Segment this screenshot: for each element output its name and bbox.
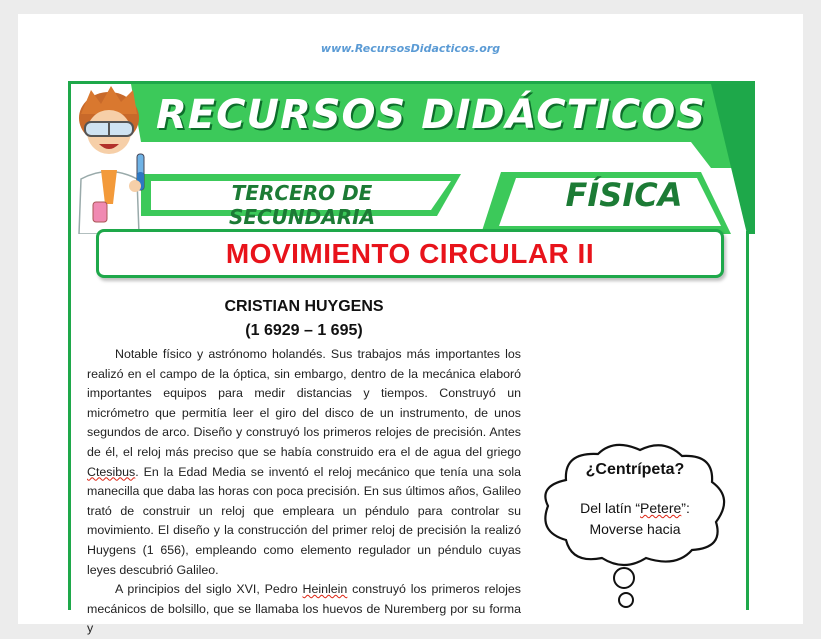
header-banner	[68, 81, 755, 234]
grade-label: TERCERO DE SECUNDARIA	[228, 181, 376, 229]
callout-title: ¿Centrípeta?	[585, 461, 685, 478]
paragraph-1-text-a: Notable físico y astrónomo holandés. Sus trabajos más importantes los realizó en el campo de la óptica, sin embargo, dentro de la mecánica elaboró importantes equipos para medir distancias y tiempos. Construyó un micrómetro que permitía leer el giro del disco de un instrumento, de unos segundos de arco. Diseño y construyó los primeros relojes de precisión. Antes de él, el reloj más preciso que se había construido era el de agua del griego	[87, 347, 521, 459]
scientist-boy-icon	[71, 84, 161, 234]
page-border-left	[68, 231, 71, 610]
name-ctesibus: Ctesibus	[87, 464, 136, 479]
banner-title: RECURSOS DIDÁCTICOS	[155, 92, 706, 138]
topic-title-box	[96, 229, 724, 278]
callout-line-1-a: Del latín “	[580, 500, 641, 516]
callout-line-2: Moverse hacia	[589, 521, 681, 537]
site-url[interactable]: www.RecursosDidacticos.org	[320, 42, 501, 55]
article-body	[87, 345, 521, 639]
article-heading: CRISTIAN HUYGENS	[224, 298, 384, 315]
paragraph-2-text-b: construyó los primeros relojes mecánicos de bolsillo, que se llamaba los huevos de Nuremberg por su forma y	[87, 582, 521, 636]
subject-label: FÍSICA	[565, 176, 683, 214]
paragraph-2-text-a: A principios del siglo XVI, Pedro	[115, 582, 303, 597]
article-years: (1 6929 – 1 695)	[245, 322, 363, 339]
page-border-right	[746, 231, 749, 610]
paragraph-1-text-b: . En la Edad Media se inventó el reloj mecánico que tenía una sola manecilla que daba las horas con poca precisión. En sus últimos años, Galileo trató de construir un reloj que empleara un péndulo para controlar su movimiento. El diseño y la construcción del primer reloj de precisión la realizó Huygens (1 656), empleando como elemento regulador un péndulo cuyas leyes descubrió Galileo.	[87, 464, 521, 577]
callout-line-1-b: ”:	[681, 500, 690, 516]
topic-title: MOVIMIENTO CIRCULAR II	[225, 237, 595, 269]
callout-line-1	[560, 500, 710, 516]
paragraph-1	[87, 345, 521, 580]
callout-word-petere: Petere	[640, 500, 682, 516]
name-heinlein: Heinlein	[302, 582, 348, 597]
